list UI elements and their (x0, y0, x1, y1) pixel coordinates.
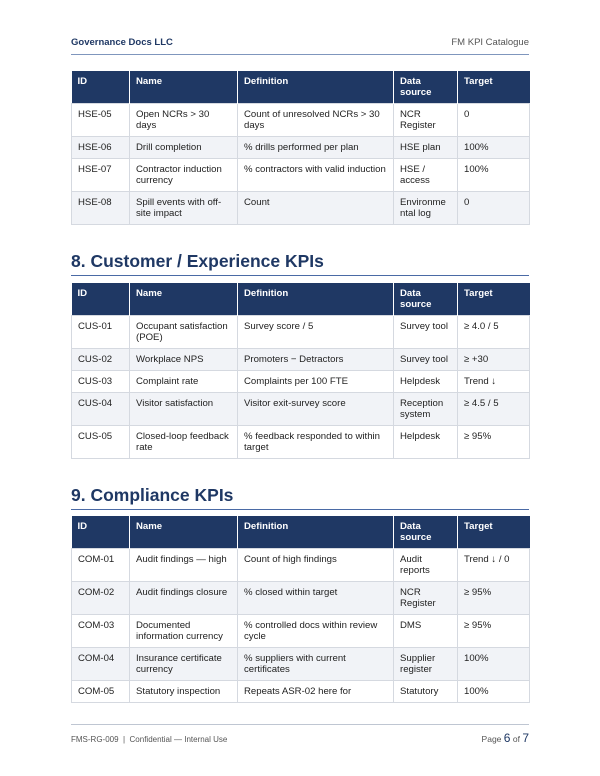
table-header-row (72, 516, 530, 549)
kpi-source-cell: Survey tool (394, 349, 458, 371)
kpi-definition-cell: % feedback responded to within target (238, 426, 394, 459)
kpi-name-cell: Drill completion (130, 137, 238, 159)
col-header-id: ID (72, 71, 130, 104)
page-current: 6 (503, 731, 511, 745)
table-row (72, 648, 530, 681)
col-header-id: ID (72, 283, 130, 316)
table-row (72, 137, 530, 159)
kpi-source-cell: Reception system (394, 393, 458, 426)
col-header-source: Data source (394, 283, 458, 316)
kpi-name-cell: Documented information currency (130, 615, 238, 648)
kpi-source-cell: HSE / access (394, 159, 458, 192)
table-row (72, 159, 530, 192)
kpi-id-cell: CUS-05 (72, 426, 130, 459)
kpi-definition-cell: Complaints per 100 FTE (238, 371, 394, 393)
col-header-id: ID (72, 516, 130, 549)
col-header-name: Name (130, 71, 238, 104)
kpi-id-cell: HSE-07 (72, 159, 130, 192)
page-of-label: of (512, 734, 520, 744)
kpi-name-cell: Contractor induction currency (130, 159, 238, 192)
kpi-id-cell: CUS-01 (72, 316, 130, 349)
kpi-name-cell: Open NCRs > 30 days (130, 104, 238, 137)
kpi-definition-cell: % drills performed per plan (238, 137, 394, 159)
col-header-definition: Definition (238, 283, 394, 316)
col-header-definition: Definition (238, 516, 394, 549)
table-row (72, 104, 530, 137)
kpi-id-cell: COM-04 (72, 648, 130, 681)
col-header-target: Target (458, 71, 530, 104)
kpi-id-cell: CUS-03 (72, 371, 130, 393)
kpi-id-cell: COM-01 (72, 549, 130, 582)
kpi-target-cell: ≥ 95% (458, 426, 530, 459)
compliance-kpi-table (71, 516, 530, 703)
company-name: Governance Docs LLC (71, 36, 173, 48)
page-total: 7 (522, 731, 529, 745)
col-header-target: Target (458, 516, 530, 549)
table-row (72, 549, 530, 582)
kpi-target-cell: 100% (458, 159, 530, 192)
kpi-source-cell: Survey tool (394, 316, 458, 349)
section-title-customer: 8. Customer / Experience KPIs (71, 251, 529, 276)
kpi-definition-cell: Visitor exit-survey score (238, 393, 394, 426)
footer-doc-ref: FMS-RG-009 | Confidential — Internal Use (71, 735, 228, 744)
kpi-definition-cell: Repeats ASR-02 here for (238, 681, 394, 703)
col-header-name: Name (130, 516, 238, 549)
kpi-id-cell: COM-02 (72, 582, 130, 615)
kpi-source-cell: NCR Register (394, 104, 458, 137)
table-header-row (72, 283, 530, 316)
kpi-name-cell: Audit findings — high (130, 549, 238, 582)
kpi-source-cell: Helpdesk (394, 371, 458, 393)
table-row (72, 349, 530, 371)
kpi-id-cell: CUS-02 (72, 349, 130, 371)
kpi-definition-cell: % closed within target (238, 582, 394, 615)
kpi-source-cell: Supplier register (394, 648, 458, 681)
kpi-definition-cell: Promoters − Detractors (238, 349, 394, 371)
page-footer (71, 724, 529, 745)
kpi-definition-cell: Survey score / 5 (238, 316, 394, 349)
kpi-name-cell: Spill events with off-site impact (130, 192, 238, 225)
kpi-id-cell: COM-03 (72, 615, 130, 648)
kpi-target-cell: ≥ 95% (458, 582, 530, 615)
kpi-source-cell: HSE plan (394, 137, 458, 159)
table-row (72, 615, 530, 648)
kpi-id-cell: HSE-06 (72, 137, 130, 159)
col-header-definition: Definition (238, 71, 394, 104)
kpi-id-cell: CUS-04 (72, 393, 130, 426)
kpi-target-cell: 100% (458, 137, 530, 159)
kpi-definition-cell: Count of unresolved NCRs > 30 days (238, 104, 394, 137)
page-header (71, 34, 529, 55)
catalogue-title: FM KPI Catalogue (451, 36, 529, 48)
table-row (72, 371, 530, 393)
kpi-target-cell: 0 (458, 192, 530, 225)
table-row (72, 393, 530, 426)
kpi-target-cell: 0 (458, 104, 530, 137)
kpi-source-cell: Helpdesk (394, 426, 458, 459)
table-row (72, 316, 530, 349)
kpi-definition-cell: Count (238, 192, 394, 225)
kpi-name-cell: Complaint rate (130, 371, 238, 393)
kpi-name-cell: Insurance certificate currency (130, 648, 238, 681)
kpi-target-cell: ≥ 95% (458, 615, 530, 648)
table-row (72, 681, 530, 703)
kpi-id-cell: HSE-05 (72, 104, 130, 137)
table-header-row (72, 71, 530, 104)
kpi-name-cell: Visitor satisfaction (130, 393, 238, 426)
section-title-compliance: 9. Compliance KPIs (71, 485, 529, 510)
kpi-source-cell: DMS (394, 615, 458, 648)
kpi-name-cell: Closed-loop feedback rate (130, 426, 238, 459)
kpi-source-cell: Statutory (394, 681, 458, 703)
kpi-name-cell: Audit findings closure (130, 582, 238, 615)
col-header-name: Name (130, 283, 238, 316)
kpi-definition-cell: % suppliers with current certificates (238, 648, 394, 681)
kpi-target-cell: ≥ +30 (458, 349, 530, 371)
kpi-target-cell: ≥ 4.0 / 5 (458, 316, 530, 349)
col-header-source: Data source (394, 516, 458, 549)
table-row (72, 192, 530, 225)
kpi-id-cell: HSE-08 (72, 192, 130, 225)
kpi-name-cell: Occupant satisfaction (POE) (130, 316, 238, 349)
kpi-definition-cell: % controlled docs within review cycle (238, 615, 394, 648)
col-header-source: Data source (394, 71, 458, 104)
col-header-target: Target (458, 283, 530, 316)
kpi-definition-cell: Count of high findings (238, 549, 394, 582)
kpi-definition-cell: % contractors with valid induction (238, 159, 394, 192)
kpi-target-cell: Trend ↓ (458, 371, 530, 393)
kpi-target-cell: ≥ 4.5 / 5 (458, 393, 530, 426)
page-label: Page (481, 734, 502, 744)
kpi-name-cell: Workplace NPS (130, 349, 238, 371)
kpi-target-cell: Trend ↓ / 0 (458, 549, 530, 582)
table-row (72, 426, 530, 459)
table-row (72, 582, 530, 615)
customer-kpi-table (71, 283, 530, 459)
hse-kpi-table (71, 71, 530, 225)
kpi-source-cell: Audit reports (394, 549, 458, 582)
kpi-target-cell: 100% (458, 681, 530, 703)
kpi-name-cell: Statutory inspection (130, 681, 238, 703)
kpi-source-cell: Environme ntal log (394, 192, 458, 225)
kpi-source-cell: NCR Register (394, 582, 458, 615)
kpi-target-cell: 100% (458, 648, 530, 681)
kpi-id-cell: COM-05 (72, 681, 130, 703)
page-number (482, 731, 529, 745)
